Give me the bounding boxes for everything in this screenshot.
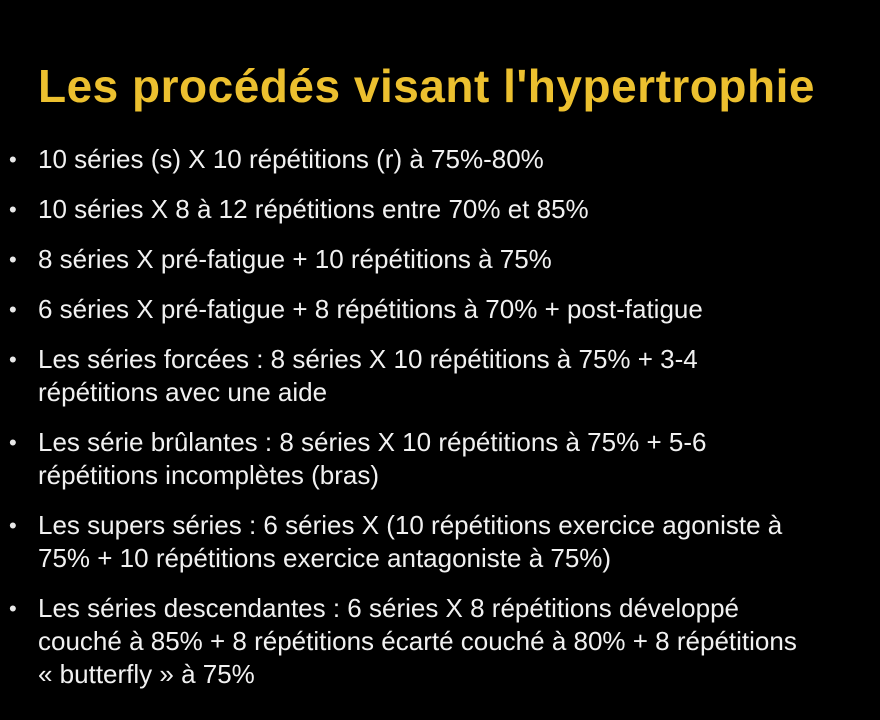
bullet-dot-icon: • — [9, 247, 17, 272]
bullet-dot-icon: • — [9, 430, 17, 455]
bullet-dot-icon: • — [9, 297, 17, 322]
bullet-text-line: 8 séries X pré-fatigue + 10 répétitions à 75% — [38, 244, 552, 274]
bullet-item — [0, 343, 870, 409]
bullet-dot-icon: • — [9, 197, 17, 222]
bullet-text-line: 6 séries X pré-fatigue + 8 répétitions à 70% + post-fatigue — [38, 294, 703, 324]
bullet-dot-icon: • — [9, 513, 17, 538]
bullet-text-line: 10 séries (s) X 10 répétitions (r) à 75%-80% — [38, 144, 544, 174]
bullet-text-line: 75% + 10 répétitions exercice antagoniste à 75%) — [38, 543, 612, 573]
bullet-text-line: Les série brûlantes : 8 séries X 10 répétitions à 75% + 5-6 — [38, 427, 707, 457]
slide-title: Les procédés visant l'hypertrophie — [38, 60, 815, 112]
bullet-item — [0, 193, 870, 226]
bullet-text-line: répétitions avec une aide — [38, 377, 328, 407]
bullet-text-line: couché à 85% + 8 répétitions écarté couché à 80% + 8 répétitions — [38, 626, 797, 656]
bullet-dot-icon: • — [9, 147, 17, 172]
bullet-text-line: Les séries forcées : 8 séries X 10 répétitions à 75% + 3-4 — [38, 344, 698, 374]
bullet-item — [0, 592, 870, 691]
bullet-item — [0, 243, 870, 276]
bullet-text-line: « butterfly » à 75% — [38, 659, 255, 689]
bullet-text-line: Les supers séries : 6 séries X (10 répétitions exercice agoniste à — [38, 510, 783, 540]
bullet-item — [0, 143, 870, 176]
bullet-item — [0, 293, 870, 326]
bullet-item — [0, 426, 870, 492]
bullet-dot-icon: • — [9, 596, 17, 621]
bullet-dot-icon: • — [9, 347, 17, 372]
bullet-text-line: Les séries descendantes : 6 séries X 8 répétitions développé — [38, 593, 739, 623]
bullet-list — [0, 143, 880, 691]
bullet-text-line: répétitions incomplètes (bras) — [38, 460, 380, 490]
bullet-text-line: 10 séries X 8 à 12 répétitions entre 70% et 85% — [38, 194, 589, 224]
bullet-item — [0, 509, 870, 575]
